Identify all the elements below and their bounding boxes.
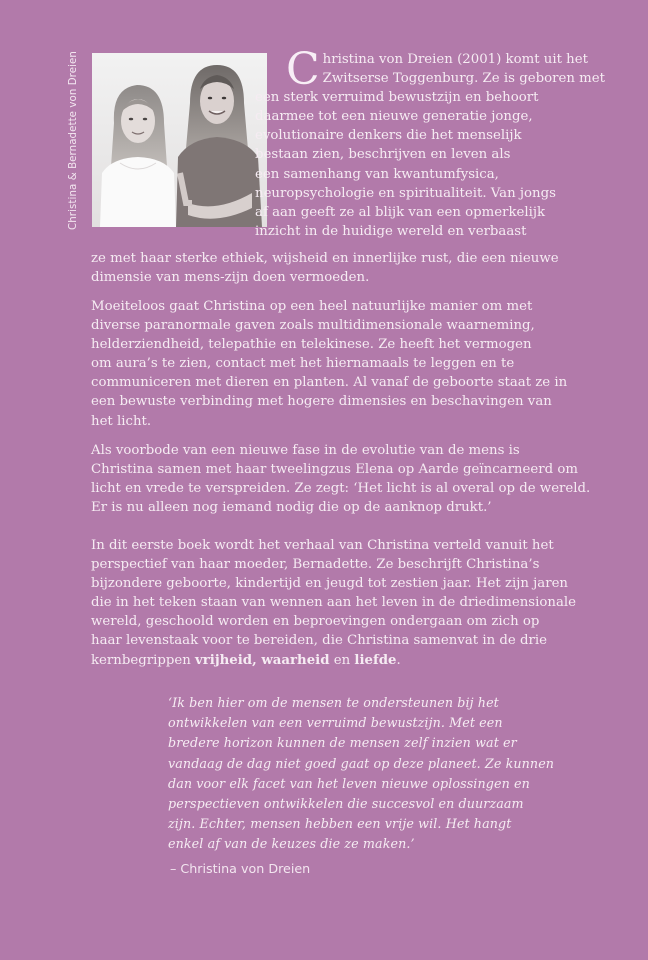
paragraph-line: dimensie van mens-zijn doen vermoeden. <box>91 270 370 286</box>
paragraph-line: die in het teken staan van wennen aan het leven in de driedimensionale <box>91 595 576 611</box>
paragraph-abilities <box>91 297 631 431</box>
paragraph-line: diverse paranormale gaven zoals multidimensionale waarneming, <box>91 318 535 334</box>
quote-line: dan voor elk facet van het leven nieuwe oplossingen en <box>168 775 530 791</box>
intro-continuation <box>91 249 631 287</box>
author-photo-image <box>92 53 267 227</box>
keyword-emphasis: vrijheid, waarheid <box>195 652 330 668</box>
quote-line: enkel af van de keuzes die ze maken.’ <box>168 836 415 852</box>
intro-line: af aan geeft ze al blijk van een opmerkelijk <box>255 204 546 220</box>
paragraph-line: haar levenstaak voor te bereiden, die Christina samenvat in de drie <box>91 633 547 649</box>
quote-attribution: – Christina von Dreien <box>170 861 311 876</box>
paragraph-line: Christina samen met haar tweelingzus Elena op Aarde geïncarneerd om <box>91 462 578 478</box>
paragraph-mission <box>91 441 631 517</box>
paragraph-line: Moeiteloos gaat Christina op een heel natuurlijke manier om met <box>91 299 533 314</box>
paragraph-line: perspectief van haar moeder, Bernadette. Ze beschrijft Christina’s <box>91 557 540 573</box>
intro-line: een sterk verruimd bewustzijn en behoort <box>255 90 539 106</box>
paragraph-line: communiceren met dieren en planten. Al vanaf de geboorte staat ze in <box>91 375 568 391</box>
intro-line: bestaan zien, beschrijven en leven als <box>255 147 511 163</box>
pull-quote <box>168 693 608 855</box>
intro-line: daarmee tot een nieuwe generatie jonge, <box>255 109 533 125</box>
text-fragment: . <box>396 652 401 668</box>
author-photo <box>92 53 267 227</box>
paragraph-line: wereld, geschoold worden en beproevingen ondergaan om zich op <box>91 614 540 630</box>
intro-line: hristina von Dreien (2001) komt uit het <box>322 52 588 67</box>
intro-line: evolutionaire denkers die het menselijk <box>255 128 522 144</box>
paragraph-line: bijzondere geboorte, kindertijd en jeugd tot zestien jaar. Het zijn jaren <box>91 576 568 592</box>
paragraph-line: helderziendheid, telepathie en telekinese. Ze heeft het vermogen <box>91 337 532 353</box>
intro-line: neuropsychologie en spiritualiteit. Van jongs <box>255 185 556 201</box>
paragraph-line: het licht. <box>91 413 152 429</box>
drop-cap: C <box>286 44 320 95</box>
quote-line: vandaag de dag niet goed gaat op deze planeet. Ze kunnen <box>168 755 555 771</box>
quote-line: bredere horizon kunnen de mensen zelf inzien wat er <box>168 735 517 751</box>
text-fragment: en <box>329 652 355 668</box>
quote-line: zijn. Echter, mensen hebben een vrije wil. Het hangt <box>168 816 512 832</box>
paragraph-line: In dit eerste boek wordt het verhaal van Christina verteld vanuit het <box>91 538 554 553</box>
paragraph-line: om aura’s te zien, contact met het hiernamaals te leggen en te <box>91 356 515 372</box>
photo-caption-text: Christina & Bernadette von Dreien <box>67 50 79 230</box>
intro-line: een samenhang van kwantumfysica, <box>255 166 499 182</box>
paragraph-line: Als voorbode van een nieuwe fase in de evolutie van de mens is <box>91 443 520 458</box>
paragraph-line: licht en vrede te verspreiden. Ze zegt: ‘Het licht is al overal op de wereld. <box>91 481 591 497</box>
intro-paragraph <box>255 44 628 241</box>
paragraph-line: ze met haar sterke ethiek, wijsheid en innerlijke rust, die een nieuwe <box>91 251 559 266</box>
quote-line: ‘Ik ben hier om de mensen te ondersteunen bij het <box>168 695 499 710</box>
intro-line: Zwitserse Toggenburg. Ze is geboren met <box>322 71 605 87</box>
paragraph-line: een bewuste verbinding met hogere dimensies en beschavingen van <box>91 394 552 410</box>
intro-line: inzicht in de huidige wereld en verbaast <box>255 223 527 239</box>
text-fragment: kernbegrippen <box>91 652 196 668</box>
keyword-emphasis: liefde <box>354 652 397 668</box>
quote-line: perspectieven ontwikkelen die succesvol en duurzaam <box>168 796 524 812</box>
photo-caption <box>64 50 82 230</box>
paragraph-last-line <box>91 651 631 670</box>
paragraph-line: Er is nu alleen nog iemand nodig die op de aanknop drukt.’ <box>91 500 492 516</box>
quote-line: ontwikkelen van een verruimd bewustzijn. Met een <box>168 715 503 731</box>
paragraph-book-summary <box>91 536 631 670</box>
